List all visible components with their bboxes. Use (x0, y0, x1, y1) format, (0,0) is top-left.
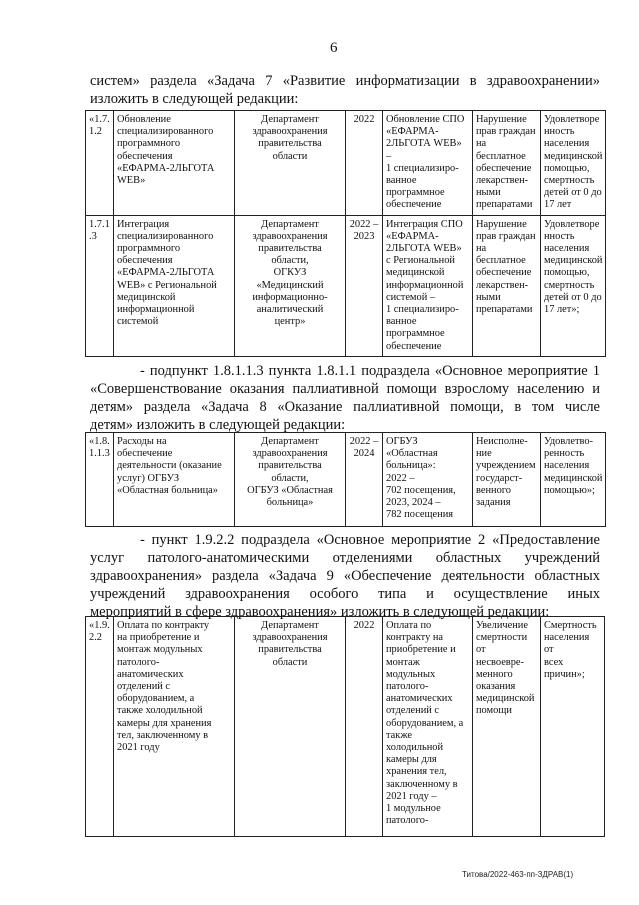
table-informatization (85, 110, 606, 357)
cell-number: «1.8. 1.1.3 (86, 433, 114, 527)
cell-activity: Расходы на обеспечение деятельности (оказание услуг) ОГБУЗ «Областная больница» (114, 433, 235, 527)
cell-risk: Нарушение прав граждан на бесплатное обеспечение лекарствен- ными препаратами (473, 215, 541, 356)
table-row (86, 433, 606, 527)
paragraph-pathology (90, 531, 600, 621)
cell-years: 2022 – 2024 (346, 433, 383, 527)
cell-years: 2022 – 2023 (346, 215, 383, 356)
cell-activity: Обновление специализированного программного обеспечения «ЕФАРМА-2ЛЬГОТА WEB» (114, 111, 235, 216)
paragraph-last-line: мероприятий в сфере здравоохранения» изложить в следующей редакции: (90, 604, 550, 620)
cell-risk: Нарушение прав граждан на бесплатное обеспечение лекарствен- ными препаратами (473, 111, 541, 216)
paragraph-last-line: детям» изложить в следующей редакции: (90, 417, 346, 433)
cell-executor: Департамент здравоохранения правительства области, ОГБУЗ «Областная больница» (235, 433, 346, 527)
table-row (86, 215, 606, 356)
document-footer-code: Титова/2022-463-пп-ЗДРАВ(1) (462, 870, 574, 879)
cell-indicator: Удовлетворе нность населения медицинской помощью, смертность детей от 0 до 17 лет (541, 111, 606, 216)
paragraph-palliative (90, 362, 600, 434)
cell-number: 1.7.1 .3 (86, 215, 114, 356)
cell-years: 2022 (346, 617, 383, 837)
cell-indicator: Удовлетво- ренность населения медицинской помощью»; (541, 433, 606, 527)
table-palliative (85, 432, 606, 527)
cell-result: Оплата по контракту на приобретение и монтаж модульных патолого- анатомических отделений с оборудованием, а также холодильной камеры для хранения тел, заключенному в 2021 году – 1 модульное патолого- (383, 617, 473, 837)
paragraph-last-line: изложить в следующей редакции: (90, 91, 299, 107)
cell-result: Обновление СПО «ЕФАРМА- 2ЛЬГОТА WEB» – 1 специализиро- ванное программное обеспечение (383, 111, 473, 216)
paragraph-line: детям» раздела «Задача 8 «Оказание паллиативной помощи, в том числе (90, 399, 600, 415)
cell-risk: Неисполне- ние учреждением государст- венного задания (473, 433, 541, 527)
table-row (86, 111, 606, 216)
cell-activity: Интеграция специализированного программного обеспечения «ЕФАРМА-2ЛЬГОТА WEB» с Региональной медицинской информационной системой (114, 215, 235, 356)
cell-result: Интеграция СПО «ЕФАРМА- 2ЛЬГОТА WEB» с Региональной медицинской информационной системой – 1 специализиро- ванное программное обеспечение (383, 215, 473, 356)
cell-executor: Департамент здравоохранения правительства области (235, 111, 346, 216)
paragraph-line: услуг патолого-анатомическими отделениями областных учреждений (90, 550, 600, 566)
paragraph-line: систем» раздела «Задача 7 «Развитие информатизации в здравоохранении» (90, 73, 600, 89)
cell-indicator: Смертность населения от всех причин»; (541, 617, 605, 837)
cell-executor: Департамент здравоохранения правительства области (235, 617, 346, 837)
paragraph-line: - подпункт 1.8.1.1.3 пункта 1.8.1.1 подраздела «Основное мероприятие 1 (140, 363, 600, 379)
paragraph-intro (90, 72, 600, 108)
cell-result: ОГБУЗ «Областная больница»: 2022 – 702 посещения, 2023, 2024 – 782 посещения (383, 433, 473, 527)
cell-years: 2022 (346, 111, 383, 216)
page-number: 6 (330, 40, 338, 56)
cell-number: «1.7. 1.2 (86, 111, 114, 216)
cell-indicator: Удовлетворе нность населения медицинской помощью, смертность детей от 0 до 17 лет»; (541, 215, 606, 356)
cell-executor: Департамент здравоохранения правительства области, ОГКУЗ «Медицинский информационно- аналитический центр» (235, 215, 346, 356)
cell-number: «1.9. 2.2 (86, 617, 114, 837)
paragraph-line: - пункт 1.9.2.2 подраздела «Основное мероприятие 2 «Предоставление (140, 532, 600, 548)
paragraph-line: здравоохранения» раздела «Задача 9 «Обеспечение деятельности областных (90, 568, 600, 584)
cell-risk: Увеличение смертности от несвоевре- менного оказания медицинской помощи (473, 617, 541, 837)
table-pathology (85, 616, 605, 837)
paragraph-line: «Совершенствование оказания паллиативной помощи взрослому населению и (90, 381, 600, 397)
cell-activity: Оплата по контракту на приобретение и монтаж модульных патолого- анатомических отделений с оборудованием, а также холодильной камеры для хранения тел, заключенному в 2021 году (114, 617, 235, 837)
paragraph-line: учреждений здравоохранения особого типа и осуществление иных (90, 586, 600, 602)
table-row (86, 617, 605, 837)
